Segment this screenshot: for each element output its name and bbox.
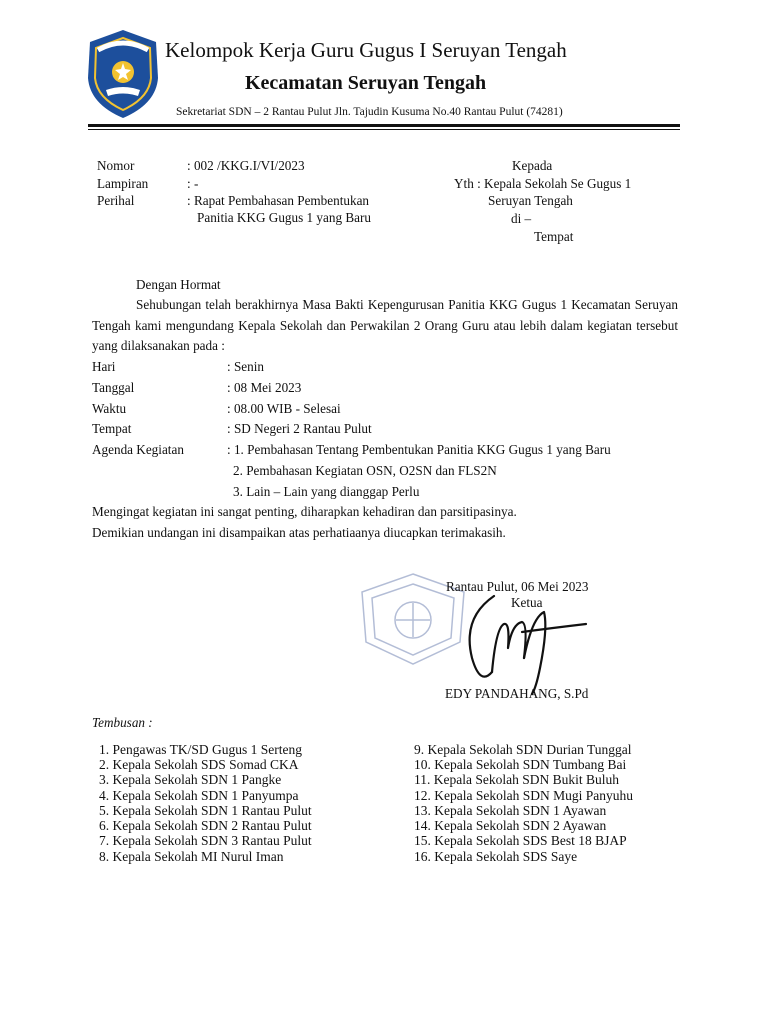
tembusan-item: 16. Kepala Sekolah SDS Saye — [414, 849, 578, 864]
recipient-line-1: Yth : Kepala Sekolah Se Gugus 1 — [454, 176, 632, 191]
header-divider-thin — [88, 129, 680, 130]
perihal-line-2: Panitia KKG Gugus 1 yang Baru — [197, 210, 371, 225]
tempat-label: Tempat — [92, 421, 132, 436]
lampiran-value: : - — [187, 176, 199, 191]
hari-label: Hari — [92, 359, 116, 374]
tembusan-item: 5. Kepala Sekolah SDN 1 Rantau Pulut — [99, 803, 312, 818]
tembusan-item: 10. Kepala Sekolah SDN Tumbang Bai — [414, 757, 627, 772]
tanggal-value: : 08 Mei 2023 — [227, 380, 302, 395]
tanggal-label: Tanggal — [92, 380, 135, 395]
nomor-label: Nomor — [97, 158, 135, 173]
org-title: Kelompok Kerja Guru Gugus I Seruyan Tengah — [165, 38, 567, 62]
greeting: Dengan Hormat — [136, 277, 221, 292]
tempat-value: : SD Negeri 2 Rantau Pulut — [227, 421, 372, 436]
tembusan-item: 6. Kepala Sekolah SDN 2 Rantau Pulut — [99, 818, 312, 833]
secretariat-address: Sekretariat SDN – 2 Rantau Pulut Jln. Tajudin Kusuma No.40 Rantau Pulut (74281) — [176, 106, 563, 118]
agenda-item-3: 3. Lain – Lain yang dianggap Perlu — [233, 484, 420, 499]
kepada-label: Kepada — [512, 158, 553, 173]
waktu-label: Waktu — [92, 401, 127, 416]
tembusan-item: 8. Kepala Sekolah MI Nurul Iman — [99, 849, 284, 864]
signature-place-date: Rantau Pulut, 06 Mei 2023 — [446, 579, 589, 594]
tembusan-title: Tembusan : — [92, 715, 153, 730]
tembusan-item: 4. Kepala Sekolah SDN 1 Panyumpa — [99, 788, 299, 803]
signatory-name: EDY PANDAHANG, S.Pd — [445, 686, 589, 701]
hari-value: : Senin — [227, 359, 264, 374]
tembusan-item: 14. Kepala Sekolah SDN 2 Ayawan — [414, 818, 607, 833]
agenda-label: Agenda Kegiatan — [92, 442, 184, 457]
tembusan-item: 13. Kepala Sekolah SDN 1 Ayawan — [414, 803, 607, 818]
perihal-line-1: : Rapat Pembahasan Pembentukan — [187, 193, 370, 208]
recipient-line-3: di – — [511, 211, 532, 226]
tembusan-item: 12. Kepala Sekolah SDN Mugi Panyuhu — [414, 788, 633, 803]
recipient-line-2: Seruyan Tengah — [488, 193, 573, 208]
header-divider-thick — [88, 124, 680, 127]
perihal-label: Perihal — [97, 193, 135, 208]
closing-line-2: Demikian undangan ini disampaikan atas perhatiaanya diucapkan terimakasih. — [92, 525, 506, 540]
lampiran-label: Lampiran — [97, 176, 149, 191]
tembusan-item: 7. Kepala Sekolah SDN 3 Rantau Pulut — [99, 833, 312, 848]
recipient-line-4: Tempat — [534, 229, 574, 244]
tembusan-item: 1. Pengawas TK/SD Gugus 1 Serteng — [99, 742, 302, 757]
tembusan-item: 3. Kepala Sekolah SDN 1 Pangke — [99, 772, 282, 787]
agenda-item-1: : 1. Pembahasan Tentang Pembentukan Panitia KKG Gugus 1 yang Baru — [227, 442, 611, 457]
tembusan-item: 11. Kepala Sekolah SDN Bukit Buluh — [414, 772, 619, 787]
closing-line-1: Mengingat kegiatan ini sangat penting, diharapkan kehadiran dan parsitipasinya. — [92, 504, 517, 519]
kecamatan-title: Kecamatan Seruyan Tengah — [245, 72, 487, 94]
signature-role: Ketua — [511, 595, 543, 610]
tembusan-item: 9. Kepala Sekolah SDN Durian Tunggal — [414, 742, 632, 757]
waktu-value: : 08.00 WIB - Selesai — [227, 401, 341, 416]
intro-paragraph: Sehubungan telah berakhirnya Masa Bakti Kepengurusan Panitia KKG Gugus 1 Kecamatan Seruyan Tengah kami mengundang Kepala Sekolah dan Perwakilan 2 Orang Guru atau lebih dalam kegiatan tersebut yang dilaksanakan pada : — [92, 297, 678, 354]
tembusan-item: 15. Kepala Sekolah SDS Best 18 BJAP — [414, 833, 627, 848]
nomor-value: : 002 /KKG.I/VI/2023 — [187, 158, 305, 173]
tembusan-item: 2. Kepala Sekolah SDS Somad CKA — [99, 757, 299, 772]
tut-wuri-handayani-logo — [84, 28, 162, 120]
agenda-item-2: 2. Pembahasan Kegiatan OSN, O2SN dan FLS2N — [233, 463, 497, 478]
